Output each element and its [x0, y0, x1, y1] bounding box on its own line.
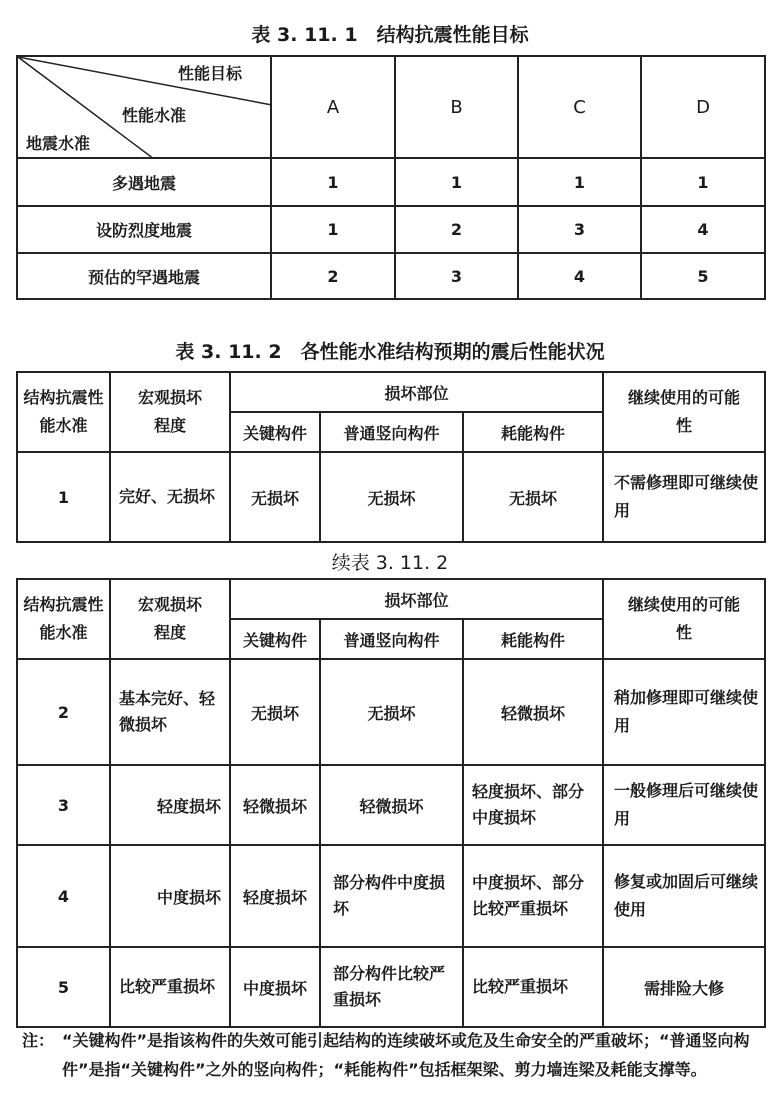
cell: 3	[518, 206, 641, 253]
header-key: 关键构件	[230, 412, 320, 452]
cell-vertical: 无损坏	[320, 452, 463, 542]
table-row	[17, 947, 765, 1027]
cell-vertical: 轻微损坏	[320, 765, 463, 845]
cell-energy: 比较严重损坏	[463, 947, 603, 1027]
table1	[16, 55, 766, 300]
table2-caption: 表 3. 11. 2 各性能水准结构预期的震后性能状况	[175, 341, 605, 363]
cell-macro: 轻度损坏	[110, 765, 230, 845]
cell-level: 2	[17, 659, 110, 765]
cell-usability: 稍加修理即可继续使用	[603, 659, 765, 765]
cell-key: 无损坏	[230, 452, 320, 542]
header-vertical: 普通竖向构件	[320, 412, 463, 452]
header-energy: 耗能构件	[463, 619, 603, 659]
cell-usability: 需排险大修	[603, 947, 765, 1027]
corner-middle-label: 性能水准	[122, 106, 187, 125]
cell: 2	[271, 253, 395, 299]
table3-caption: 续表 3. 11. 2	[331, 552, 449, 574]
cell-level: 4	[17, 845, 110, 947]
cell: 1	[271, 158, 395, 206]
cell: 3	[395, 253, 518, 299]
cell-macro: 完好、无损坏	[110, 452, 230, 542]
cell-usability: 一般修理后可继续使用	[603, 765, 765, 845]
table1-header-c: C	[518, 56, 641, 158]
header-energy: 耗能构件	[463, 412, 603, 452]
cell-level: 1	[17, 452, 110, 542]
cell-macro: 中度损坏	[110, 845, 230, 947]
cell-usability: 修复或加固后可继续使用	[603, 845, 765, 947]
cell-energy: 轻度损坏、部分中度损坏	[463, 765, 603, 845]
corner-top-label: 性能目标	[177, 64, 242, 83]
cell: 5	[641, 253, 765, 299]
table3	[16, 578, 766, 1028]
footnote	[22, 1026, 767, 1084]
cell-level: 5	[17, 947, 110, 1027]
cell: 4	[641, 206, 765, 253]
cell: 4	[518, 253, 641, 299]
cell-energy: 无损坏	[463, 452, 603, 542]
table-row	[17, 765, 765, 845]
corner-bottom-label: 地震水准	[26, 134, 91, 153]
table1-header-d: D	[641, 56, 765, 158]
cell-key: 中度损坏	[230, 947, 320, 1027]
cell-usability: 不需修理即可继续使用	[603, 452, 765, 542]
cell: 1	[271, 206, 395, 253]
cell: 1	[518, 158, 641, 206]
row-label: 设防烈度地震	[17, 206, 271, 253]
cell-energy: 轻微损坏	[463, 659, 603, 765]
cell-vertical: 部分构件比较严重损坏	[320, 947, 463, 1027]
cell: 1	[395, 158, 518, 206]
header-level: 结构抗震性能水准	[17, 579, 110, 659]
cell: 2	[395, 206, 518, 253]
header-damage: 损坏部位	[230, 372, 603, 412]
cell-vertical: 无损坏	[320, 659, 463, 765]
table-row	[17, 206, 765, 253]
header-key: 关键构件	[230, 619, 320, 659]
table2	[16, 371, 766, 543]
footnote-label: 注：	[22, 1031, 55, 1050]
header-damage: 损坏部位	[230, 579, 603, 619]
cell-key: 轻度损坏	[230, 845, 320, 947]
header-vertical: 普通竖向构件	[320, 619, 463, 659]
header-level: 结构抗震性能水准	[17, 372, 110, 452]
cell-energy: 中度损坏、部分比较严重损坏	[463, 845, 603, 947]
table1-corner-cell	[17, 56, 271, 158]
table-row	[17, 452, 765, 542]
table1-caption: 表 3. 11. 1 结构抗震性能目标	[251, 24, 529, 46]
header-macro: 宏观损坏程度	[110, 372, 230, 452]
row-label: 预估的罕遇地震	[17, 253, 271, 299]
cell-vertical: 部分构件中度损坏	[320, 845, 463, 947]
table1-header-b: B	[395, 56, 518, 158]
table-row	[17, 659, 765, 765]
footnote-text: “关键构件”是指该构件的失效可能引起结构的连续破坏或危及生命安全的严重破坏；“普通竖向构件”是指“关键构件”之外的竖向构件；“耗能构件”包括框架梁、剪力墙连梁及耗能支撑等。	[62, 1031, 750, 1079]
cell-macro: 比较严重损坏	[110, 947, 230, 1027]
cell-key: 轻微损坏	[230, 765, 320, 845]
row-label: 多遇地震	[17, 158, 271, 206]
table-row	[17, 845, 765, 947]
header-usability: 继续使用的可能性	[603, 372, 765, 452]
cell-key: 无损坏	[230, 659, 320, 765]
cell-macro: 基本完好、轻微损坏	[110, 659, 230, 765]
table-row	[17, 158, 765, 206]
table-row	[17, 253, 765, 299]
header-macro: 宏观损坏程度	[110, 579, 230, 659]
table1-header-a: A	[271, 56, 395, 158]
cell: 1	[641, 158, 765, 206]
cell-level: 3	[17, 765, 110, 845]
header-usability: 继续使用的可能性	[603, 579, 765, 659]
